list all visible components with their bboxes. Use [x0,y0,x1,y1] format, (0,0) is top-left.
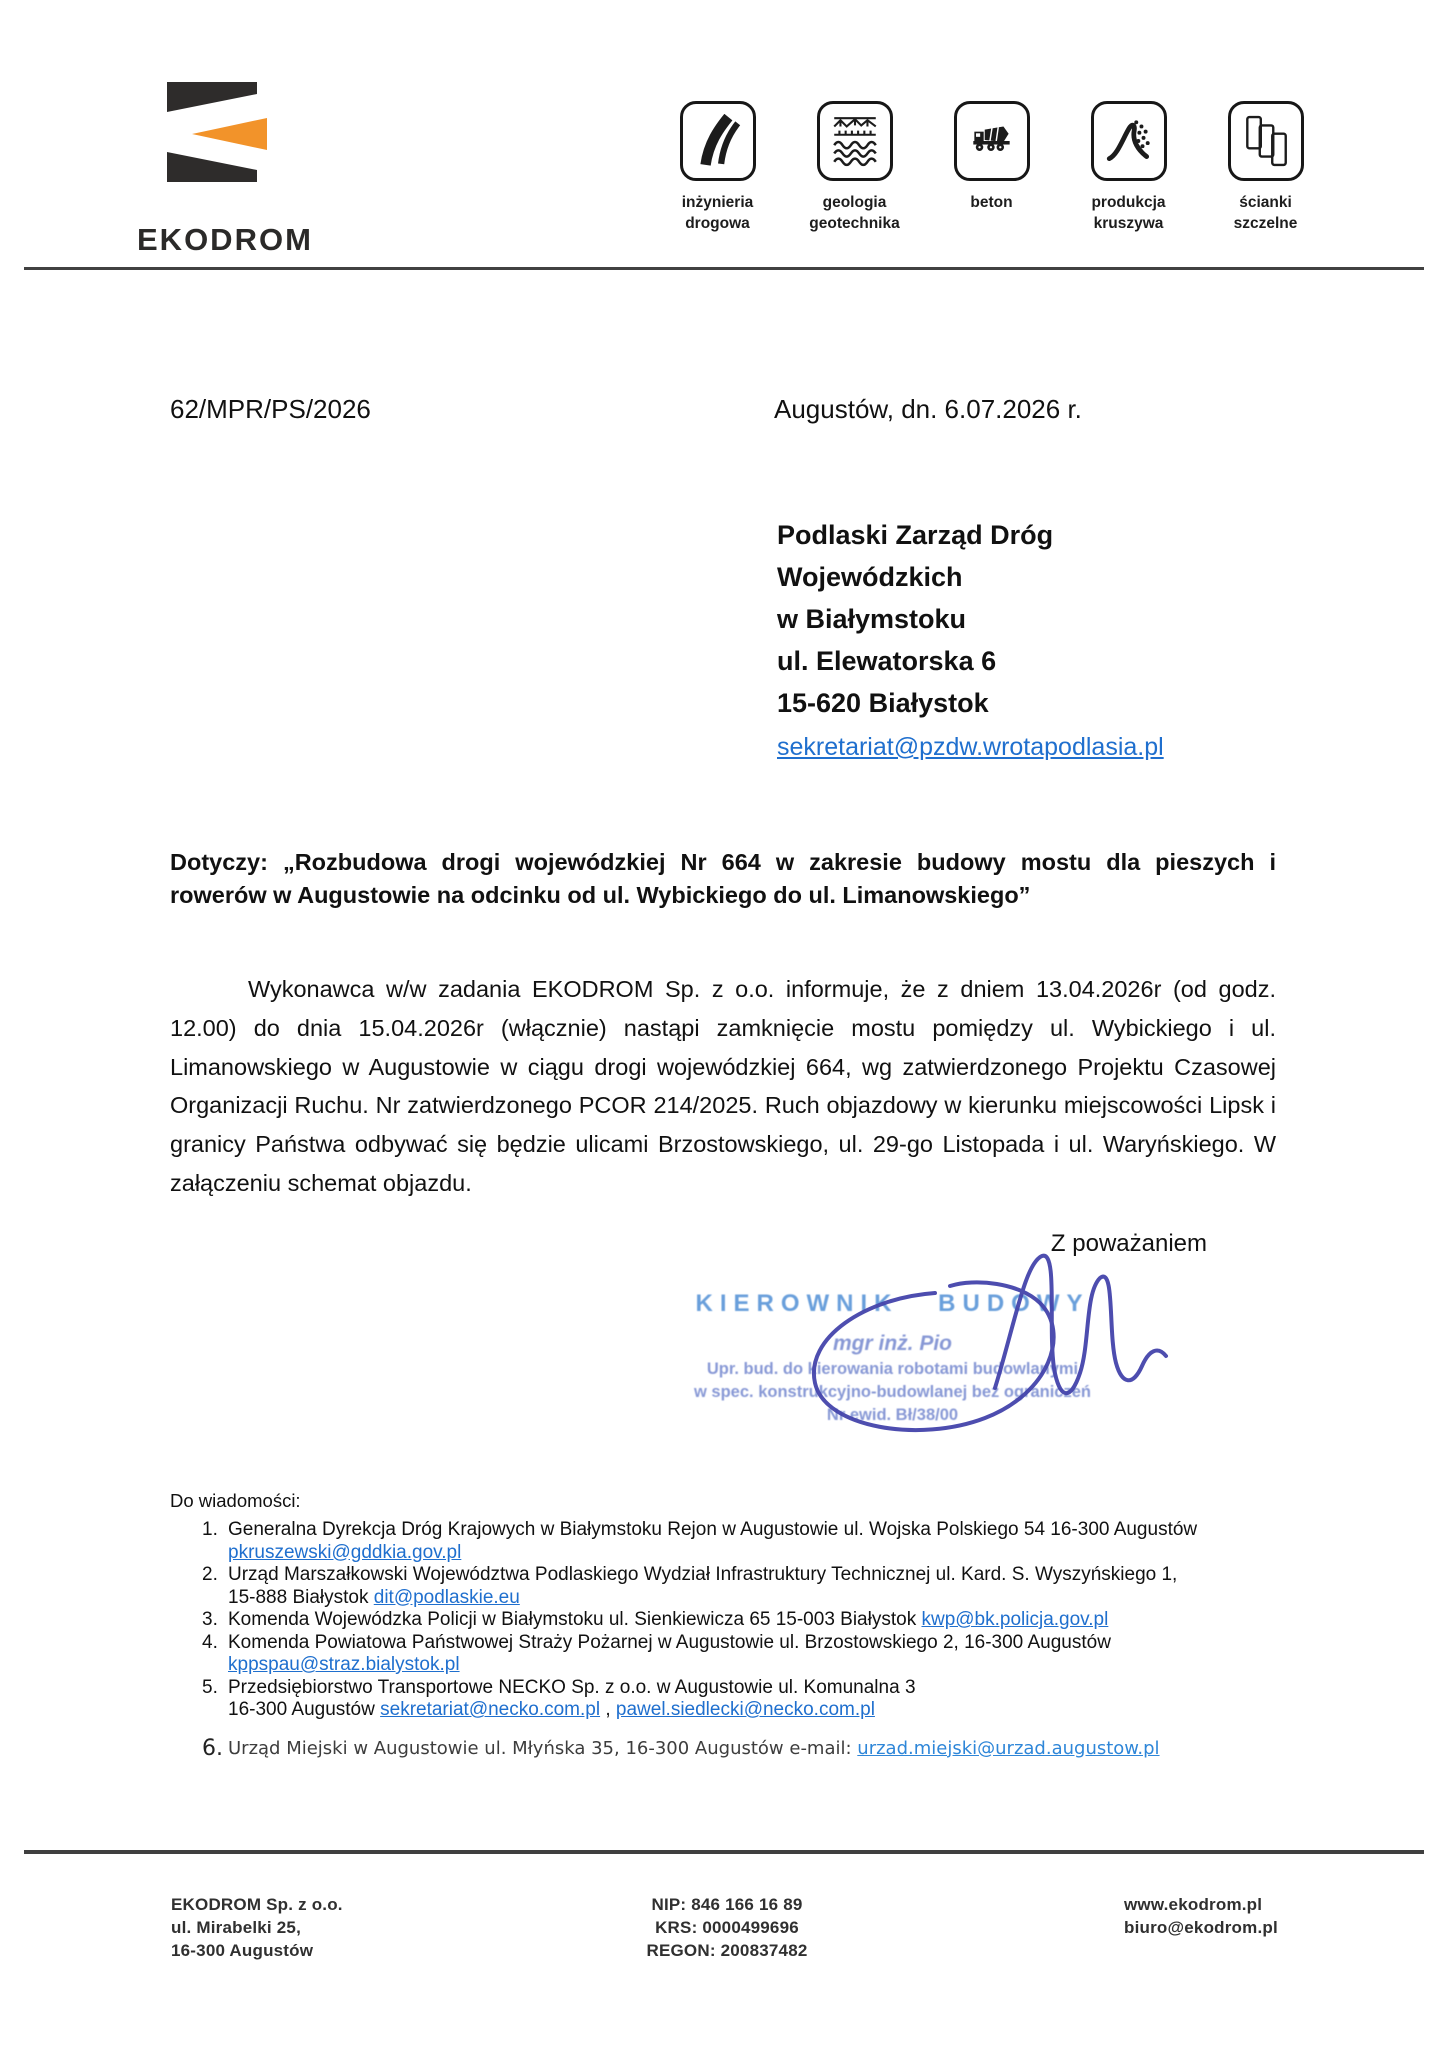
place-and-date: Augustów, dn. 6.07.2026 r. [774,394,1082,424]
cc-item [170,1519,1285,1564]
service-aggregate [1060,101,1197,234]
footer-line: KRS: 0000499696 [655,1918,799,1937]
reference-number: 62/MPR/PS/2026 [170,394,371,424]
stamp-credentials-line: Upr. bud. do kierowania robotami budowlanymi [706,1360,1079,1378]
sheet-pile-icon [1228,101,1304,181]
handwritten-signature [770,1238,1170,1453]
cc-item-number: 5. [202,1676,218,1698]
letter-body: Wykonawca w/w zadania EKODROM Sp. z o.o. informuje, że z dniem 13.04.2026r (od godz. 12.00) do dnia 15.04.2026r (włącznie) nastąpi zamknięcie mostu pomiędzy ul. Wybickiego i ul. Limanowskiego w Augustowie w ciągu drogi wojewódzkiej 664, wg zatwierdzonego Projektu Czasowej Organizacji Ruchu. Nr zatwierdzonego PCOR 214/2025. Ruch objazdowy w kierunku miejscowości Lipsk i granicy Państwa odbywać się będzie ulicami Brzostowskiego, ul. 29-go Listopada i ul. Waryńskiego. W załączeniu schemat objazdu. [170,976,1276,1196]
service-label: inżynieria drogowa [681,194,754,232]
footer-line: REGON: 200837482 [646,1941,808,1960]
recipient-line: Wojewódzkich [777,562,963,592]
footer-company-address [171,1893,343,1962]
cc-email-link[interactable]: pawel.siedlecki@necko.com.pl [615,1699,875,1720]
cc-item-text: Generalna Dyrekcja Dróg Krajowych w Białymstoku Rejon w Augustowie ul. Wojska Polskiego 54 16-300 Augustów pkruszewski@gddkia.gov.pl [228,1519,1198,1563]
cc-email-link[interactable]: sekretariat@necko.com.pl [380,1699,601,1720]
cc-email-link[interactable]: dit@podlaskie.eu [373,1586,520,1608]
recipient-email-link[interactable]: sekretariat@pzdw.wrotapodlasia.pl [777,733,1164,761]
service-road-engineering [649,101,786,234]
stamp-name: mgr inż. Pio [832,1332,952,1355]
cc-item-text: Urząd Marszałkowski Województwa Podlaskiego Wydział Infrastruktury Technicznej ul. Kard. S. Wyszyńskiego 1, 15-888 Białystok dit@podlaskie.eu [228,1564,1178,1608]
cc-item [170,1564,1285,1609]
recipient-line: w Białymstoku [777,604,967,634]
cc-item-text: Komenda Wojewódzka Policji w Białymstoku ul. Sienkiewicza 65 15-003 Białystok kwp@bk.policja.gov.pl [228,1609,1109,1630]
service-label: beton [970,194,1013,211]
road-curve-icon [680,101,756,181]
service-label: geologia geotechnika [809,194,900,232]
cc-item-number: 6. [202,1735,223,1761]
stamp-credentials-line: w spec. konstrukcyjno-budowlanej bez ograniczeń [694,1383,1091,1401]
services-row [649,101,1339,234]
concrete-mixer-icon [954,101,1030,181]
footer-contact [1124,1893,1278,1939]
service-sheet-piles [1197,101,1334,234]
cc-email-link[interactable]: pkruszewski@gddkia.gov.pl [228,1541,462,1563]
service-concrete [923,101,1060,234]
closing-phrase: Z poważaniem [1050,1230,1207,1257]
ekodrom-logo-text: EKODROM [137,222,313,257]
footer-divider [24,1850,1424,1854]
recipient-line: 15-620 Białystok [777,688,989,718]
recipient-line: Podlaski Zarząd Dróg [777,520,1054,550]
recipient-line: ul. Elewatorska 6 [777,646,997,676]
ekodrom-logo-mark [167,82,267,182]
cc-item [170,1632,1285,1677]
service-geology [786,101,923,234]
cc-item-number: 1. [202,1519,218,1540]
cc-item-number: 2. [202,1564,218,1585]
recipient-block [777,514,1164,768]
subject-line: Dotyczy: „Rozbudowa drogi wojewódzkiej Nr 664 w zakresie budowy mostu dla pieszych i rowerów w Augustowie na odcinku od ul. Wybickiego do ul. Limanowskiego” [170,849,1276,908]
service-label: produkcja kruszywa [1091,194,1166,232]
stamp-registry-line: Nr ewid. Bł/38/00 [826,1406,959,1424]
footer-line: NIP: 846 166 16 89 [651,1895,803,1914]
cc-email-link[interactable]: urzad.miejski@urzad.augustow.pl [857,1737,1160,1759]
cc-item-number: 3. [202,1609,218,1630]
cc-item [170,1609,1285,1632]
cc-email-link[interactable]: kppspau@straz.bialystok.pl [228,1654,460,1675]
cc-item-number: 4. [202,1631,218,1653]
header-divider [24,267,1424,270]
cc-item-text: Przedsiębiorstwo Transportowe NECKO Sp. z o.o. w Augustowie ul. Komunalna 3 16-300 Augustów sekretariat@necko.com.pl , pawel.siedlecki@necko.com.pl [228,1676,916,1720]
geology-layers-icon [817,101,893,181]
footer-line: 16-300 Augustów [171,1941,314,1960]
footer-email: biuro@ekodrom.pl [1124,1918,1278,1937]
cc-section [170,1490,1285,1761]
service-label: ścianki szczelne [1233,194,1298,232]
footer-line: EKODROM Sp. z o.o. [171,1895,343,1914]
aggregate-production-icon [1091,101,1167,181]
footer-line: ul. Mirabelki 25, [171,1918,302,1937]
cc-email-link[interactable]: kwp@bk.policja.gov.pl [921,1609,1109,1630]
stamp-title: KIEROWNIK BUDOWY [695,1290,1090,1317]
cc-item-text: Komenda Powiatowa Państwowej Straży Pożarnej w Augustowie ul. Brzostowskiego 2, 16-300 Augustów kppspau@straz.bialystok.pl [228,1631,1111,1675]
cc-item [170,1677,1285,1722]
cc-heading: Do wiadomości: [170,1490,301,1511]
cc-item-text: Urząd Miejski w Augustowie ul. Młyńska 35, 16-300 Augustów e-mail: urzad.miejski@urzad.augustow.pl [228,1737,1160,1759]
footer-website: www.ekodrom.pl [1124,1895,1263,1914]
cc-item [170,1736,1285,1761]
footer-registry-numbers [576,1893,878,1962]
